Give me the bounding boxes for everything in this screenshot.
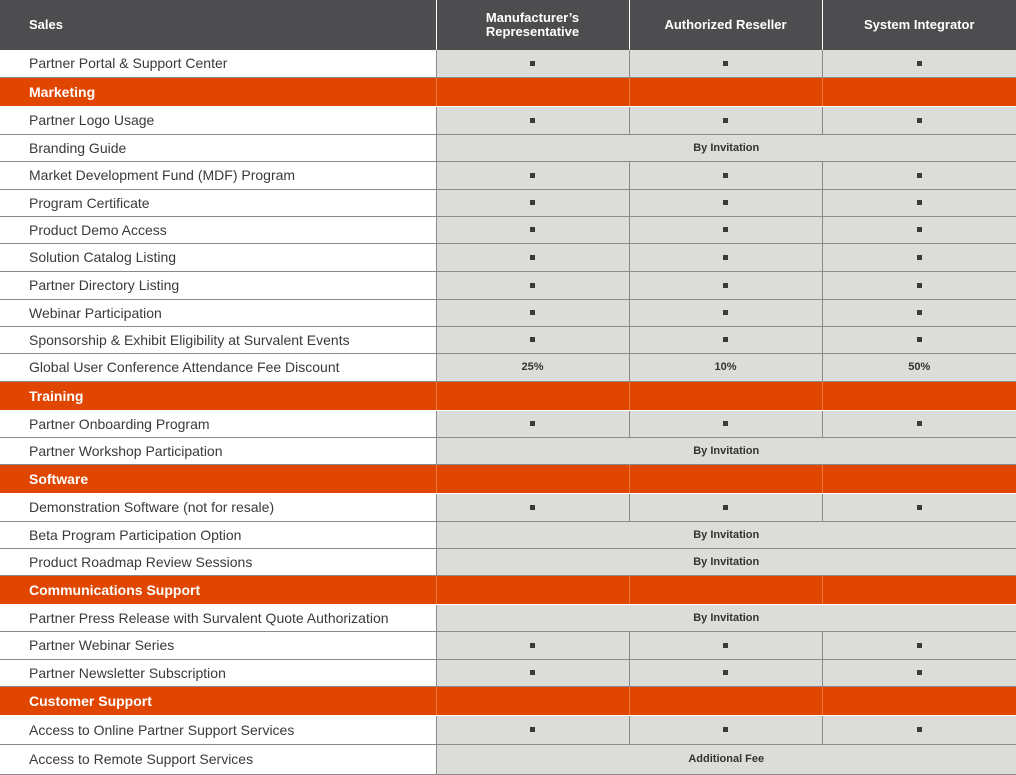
- included-square-icon: [917, 173, 922, 178]
- header-authorized-reseller: Authorized Reseller: [629, 0, 822, 50]
- included-square-icon: [917, 255, 922, 260]
- feature-label: Partner Directory Listing: [0, 271, 436, 299]
- section-header-row: [0, 381, 1016, 410]
- section-filler-cell: [822, 464, 1016, 493]
- feature-label: Partner Portal & Support Center: [0, 50, 436, 77]
- feature-label: Product Demo Access: [0, 216, 436, 243]
- included-cell: [629, 161, 822, 189]
- section-filler-cell: [822, 77, 1016, 106]
- included-square-icon: [530, 727, 535, 732]
- included-square-icon: [917, 200, 922, 205]
- included-square-icon: [530, 173, 535, 178]
- included-cell: [629, 216, 822, 243]
- included-cell: [822, 161, 1016, 189]
- table-row: [0, 437, 1016, 464]
- section-header-row: [0, 77, 1016, 106]
- included-square-icon: [530, 505, 535, 510]
- included-cell: [436, 50, 629, 77]
- included-square-icon: [723, 505, 728, 510]
- table-row: [0, 631, 1016, 659]
- included-square-icon: [530, 118, 535, 123]
- availability-note: By Invitation: [436, 548, 1016, 575]
- header-col1-line2: Representative: [485, 24, 580, 39]
- header-col1-line1: Manufacturer’s: [485, 10, 580, 25]
- section-title: Marketing: [0, 77, 436, 106]
- included-cell: [436, 189, 629, 216]
- section-filler-cell: [629, 381, 822, 410]
- table-row: [0, 410, 1016, 437]
- feature-label: Webinar Participation: [0, 299, 436, 326]
- included-square-icon: [723, 61, 728, 66]
- included-cell: [436, 659, 629, 686]
- included-square-icon: [723, 118, 728, 123]
- availability-note: By Invitation: [436, 134, 1016, 161]
- discount-value: 10%: [629, 353, 822, 381]
- table-row: [0, 744, 1016, 774]
- feature-label: Beta Program Participation Option: [0, 521, 436, 548]
- included-cell: [822, 659, 1016, 686]
- included-cell: [822, 410, 1016, 437]
- included-square-icon: [530, 283, 535, 288]
- table-row: [0, 353, 1016, 381]
- included-square-icon: [917, 337, 922, 342]
- included-square-icon: [530, 643, 535, 648]
- section-filler-cell: [822, 575, 1016, 604]
- section-header-row: [0, 464, 1016, 493]
- included-cell: [436, 631, 629, 659]
- header-sales: Sales: [0, 0, 436, 50]
- included-cell: [436, 243, 629, 271]
- section-filler-cell: [436, 381, 629, 410]
- included-cell: [629, 243, 822, 271]
- included-cell: [822, 715, 1016, 744]
- included-square-icon: [917, 283, 922, 288]
- table-row: [0, 715, 1016, 744]
- included-square-icon: [530, 421, 535, 426]
- included-cell: [436, 299, 629, 326]
- included-cell: [822, 106, 1016, 134]
- included-square-icon: [723, 421, 728, 426]
- feature-label: Partner Workshop Participation: [0, 437, 436, 464]
- section-filler-cell: [822, 686, 1016, 715]
- header-row: [0, 0, 1016, 50]
- included-cell: [822, 271, 1016, 299]
- section-filler-cell: [629, 686, 822, 715]
- table-row: [0, 50, 1016, 77]
- table-row: [0, 189, 1016, 216]
- included-cell: [436, 161, 629, 189]
- included-cell: [629, 299, 822, 326]
- table-row: [0, 548, 1016, 575]
- table-row: [0, 243, 1016, 271]
- table-row: [0, 216, 1016, 243]
- section-title: Customer Support: [0, 686, 436, 715]
- availability-note: Additional Fee: [436, 744, 1016, 774]
- included-square-icon: [917, 227, 922, 232]
- availability-note: By Invitation: [436, 604, 1016, 631]
- included-cell: [822, 216, 1016, 243]
- table-row: [0, 161, 1016, 189]
- included-cell: [629, 189, 822, 216]
- included-square-icon: [530, 337, 535, 342]
- availability-note: By Invitation: [436, 437, 1016, 464]
- included-square-icon: [917, 61, 922, 66]
- feature-label: Partner Logo Usage: [0, 106, 436, 134]
- feature-label: Solution Catalog Listing: [0, 243, 436, 271]
- discount-value: 50%: [822, 353, 1016, 381]
- feature-label: Partner Onboarding Program: [0, 410, 436, 437]
- included-cell: [629, 326, 822, 353]
- section-filler-cell: [436, 464, 629, 493]
- included-square-icon: [723, 227, 728, 232]
- included-cell: [629, 659, 822, 686]
- header-manufacturers-representative: [436, 0, 629, 50]
- included-square-icon: [530, 310, 535, 315]
- included-square-icon: [723, 200, 728, 205]
- feature-label: Global User Conference Attendance Fee Discount: [0, 353, 436, 381]
- included-square-icon: [723, 310, 728, 315]
- section-header-row: [0, 575, 1016, 604]
- included-square-icon: [723, 255, 728, 260]
- included-cell: [436, 271, 629, 299]
- feature-label: Sponsorship & Exhibit Eligibility at Survalent Events: [0, 326, 436, 353]
- included-cell: [436, 326, 629, 353]
- feature-label: Demonstration Software (not for resale): [0, 493, 436, 521]
- table-row: [0, 604, 1016, 631]
- section-filler-cell: [629, 575, 822, 604]
- section-title: Training: [0, 381, 436, 410]
- included-cell: [629, 106, 822, 134]
- included-cell: [436, 216, 629, 243]
- included-cell: [436, 106, 629, 134]
- included-square-icon: [530, 255, 535, 260]
- included-cell: [822, 189, 1016, 216]
- included-cell: [822, 299, 1016, 326]
- section-filler-cell: [629, 77, 822, 106]
- header-system-integrator: System Integrator: [822, 0, 1016, 50]
- included-cell: [629, 493, 822, 521]
- table-row: [0, 299, 1016, 326]
- table-row: [0, 106, 1016, 134]
- table-row: [0, 271, 1016, 299]
- table-row: [0, 326, 1016, 353]
- section-filler-cell: [436, 77, 629, 106]
- included-square-icon: [917, 505, 922, 510]
- included-square-icon: [917, 310, 922, 315]
- section-filler-cell: [436, 575, 629, 604]
- included-cell: [629, 410, 822, 437]
- included-square-icon: [723, 173, 728, 178]
- included-square-icon: [723, 727, 728, 732]
- feature-label: Partner Press Release with Survalent Quote Authorization: [0, 604, 436, 631]
- section-filler-cell: [629, 464, 822, 493]
- section-title: Communications Support: [0, 575, 436, 604]
- included-square-icon: [530, 61, 535, 66]
- included-square-icon: [723, 643, 728, 648]
- feature-label: Partner Newsletter Subscription: [0, 659, 436, 686]
- feature-label: Access to Online Partner Support Services: [0, 715, 436, 744]
- feature-label: Program Certificate: [0, 189, 436, 216]
- included-square-icon: [917, 670, 922, 675]
- section-filler-cell: [822, 381, 1016, 410]
- included-square-icon: [917, 727, 922, 732]
- table-row: [0, 521, 1016, 548]
- feature-label: Partner Webinar Series: [0, 631, 436, 659]
- included-cell: [629, 631, 822, 659]
- included-cell: [436, 715, 629, 744]
- included-square-icon: [723, 337, 728, 342]
- included-cell: [822, 493, 1016, 521]
- section-title: Software: [0, 464, 436, 493]
- included-cell: [629, 715, 822, 744]
- included-square-icon: [917, 118, 922, 123]
- availability-note: By Invitation: [436, 521, 1016, 548]
- included-square-icon: [917, 421, 922, 426]
- feature-label: Access to Remote Support Services: [0, 744, 436, 774]
- included-square-icon: [723, 670, 728, 675]
- included-cell: [822, 50, 1016, 77]
- discount-value: 25%: [436, 353, 629, 381]
- included-square-icon: [530, 227, 535, 232]
- section-filler-cell: [436, 686, 629, 715]
- included-square-icon: [917, 643, 922, 648]
- table-row: [0, 493, 1016, 521]
- included-square-icon: [723, 283, 728, 288]
- included-square-icon: [530, 670, 535, 675]
- included-cell: [822, 631, 1016, 659]
- included-cell: [629, 271, 822, 299]
- included-cell: [629, 50, 822, 77]
- table-row: [0, 134, 1016, 161]
- included-cell: [436, 493, 629, 521]
- feature-label: Market Development Fund (MDF) Program: [0, 161, 436, 189]
- included-square-icon: [530, 200, 535, 205]
- feature-label: Product Roadmap Review Sessions: [0, 548, 436, 575]
- section-header-row: [0, 686, 1016, 715]
- included-cell: [822, 243, 1016, 271]
- included-cell: [822, 326, 1016, 353]
- table-row: [0, 659, 1016, 686]
- feature-label: Branding Guide: [0, 134, 436, 161]
- included-cell: [436, 410, 629, 437]
